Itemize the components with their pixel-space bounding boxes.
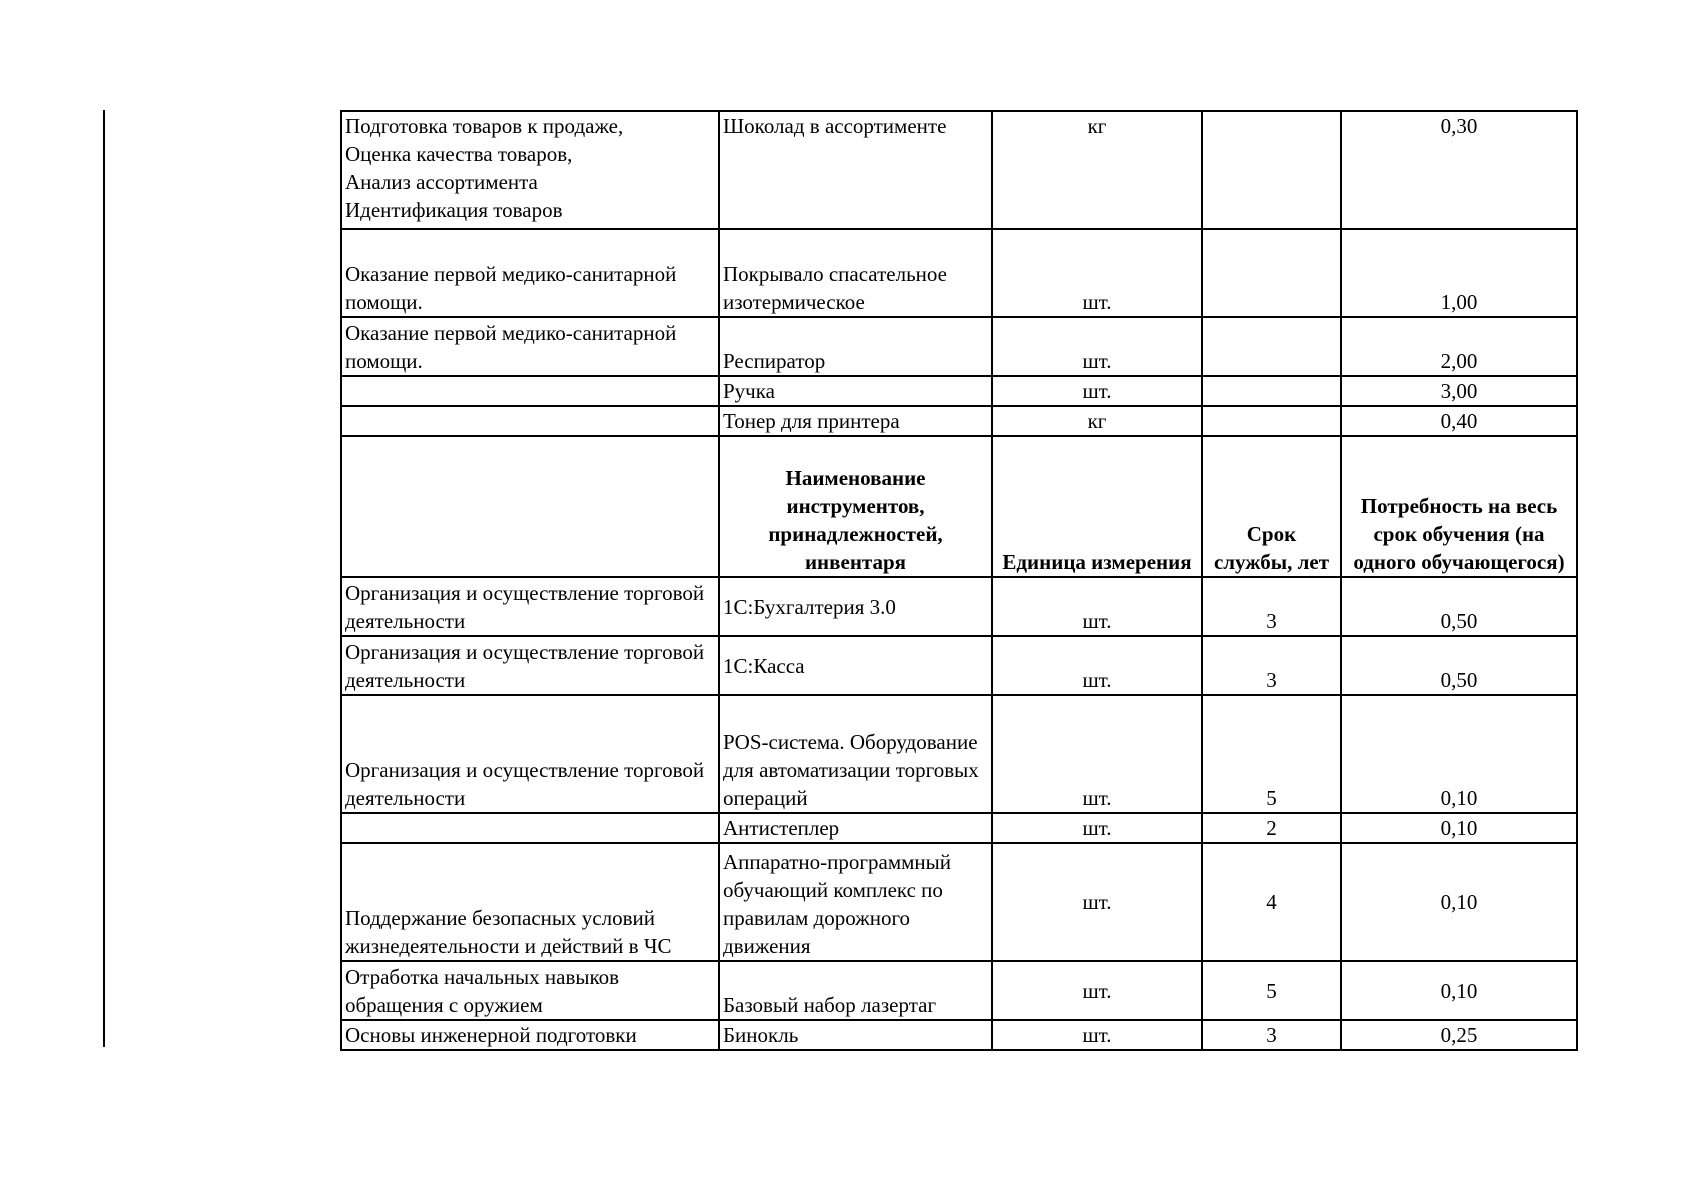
activity-cell: Организация и осуществление торговой деятельности bbox=[341, 695, 719, 813]
activity-cell: Подготовка товаров к продаже, Оценка качества товаров, Анализ ассортимента Идентификация товаров bbox=[341, 111, 719, 229]
item-cell: Антистеплер bbox=[719, 813, 992, 843]
life-cell: 3 bbox=[1202, 636, 1341, 695]
page-margin-line bbox=[103, 110, 105, 1047]
life-header: Срок службы, лет bbox=[1202, 436, 1341, 577]
unit-cell: кг bbox=[992, 406, 1202, 436]
unit-cell: шт. bbox=[992, 577, 1202, 636]
table-row bbox=[341, 813, 1577, 843]
life-cell: 2 bbox=[1202, 813, 1341, 843]
life-cell: 3 bbox=[1202, 577, 1341, 636]
table-header-row bbox=[341, 436, 1577, 577]
need-header: Потребность на весь срок обучения (на одного обучающегося) bbox=[1341, 436, 1577, 577]
activity-cell: Поддержание безопасных условий жизнедеятельности и действий в ЧС bbox=[341, 843, 719, 961]
activity-cell: Оказание первой медико-санитарной помощи. bbox=[341, 229, 719, 317]
item-cell: Базовый набор лазертаг bbox=[719, 961, 992, 1020]
item-cell: Тонер для принтера bbox=[719, 406, 992, 436]
life-cell bbox=[1202, 406, 1341, 436]
need-cell: 0,25 bbox=[1341, 1020, 1577, 1050]
activity-cell: Организация и осуществление торговой деятельности bbox=[341, 577, 719, 636]
need-cell: 0,10 bbox=[1341, 843, 1577, 961]
table-row bbox=[341, 636, 1577, 695]
activity-cell bbox=[341, 813, 719, 843]
item-cell: Шоколад в ассортименте bbox=[719, 111, 992, 229]
unit-header: Единица измерения bbox=[992, 436, 1202, 577]
item-cell: 1С:Бухгалтерия 3.0 bbox=[719, 577, 992, 636]
life-cell bbox=[1202, 111, 1341, 229]
activity-cell: Оказание первой медико-санитарной помощи. bbox=[341, 317, 719, 376]
item-cell: Бинокль bbox=[719, 1020, 992, 1050]
life-cell bbox=[1202, 317, 1341, 376]
activity-cell: Основы инженерной подготовки bbox=[341, 1020, 719, 1050]
equipment-table bbox=[340, 110, 1578, 1051]
unit-cell: шт. bbox=[992, 961, 1202, 1020]
item-cell: Покрывало спасательное изотермическое bbox=[719, 229, 992, 317]
table-row bbox=[341, 229, 1577, 317]
need-cell: 0,50 bbox=[1341, 577, 1577, 636]
need-cell: 0,40 bbox=[1341, 406, 1577, 436]
need-cell: 0,30 bbox=[1341, 111, 1577, 229]
life-cell: 3 bbox=[1202, 1020, 1341, 1050]
need-cell: 0,10 bbox=[1341, 961, 1577, 1020]
need-cell: 0,50 bbox=[1341, 636, 1577, 695]
item-cell: 1С:Касса bbox=[719, 636, 992, 695]
unit-cell: шт. bbox=[992, 317, 1202, 376]
need-cell: 0,10 bbox=[1341, 813, 1577, 843]
need-cell: 3,00 bbox=[1341, 376, 1577, 406]
table-row bbox=[341, 406, 1577, 436]
activity-cell bbox=[341, 376, 719, 406]
unit-cell: кг bbox=[992, 111, 1202, 229]
life-cell bbox=[1202, 229, 1341, 317]
unit-cell: шт. bbox=[992, 695, 1202, 813]
table-row bbox=[341, 317, 1577, 376]
activity-cell: Отработка начальных навыков обращения с оружием bbox=[341, 961, 719, 1020]
life-cell bbox=[1202, 376, 1341, 406]
table-row bbox=[341, 1020, 1577, 1050]
item-cell: Ручка bbox=[719, 376, 992, 406]
activity-cell bbox=[341, 406, 719, 436]
table-row bbox=[341, 961, 1577, 1020]
activity-header-cell bbox=[341, 436, 719, 577]
unit-cell: шт. bbox=[992, 636, 1202, 695]
unit-cell: шт. bbox=[992, 229, 1202, 317]
life-cell: 5 bbox=[1202, 695, 1341, 813]
table-row bbox=[341, 577, 1577, 636]
need-cell: 1,00 bbox=[1341, 229, 1577, 317]
item-header: Наименование инструментов, принадлежностей, инвентаря bbox=[719, 436, 992, 577]
table-row bbox=[341, 843, 1577, 961]
item-cell: Респиратор bbox=[719, 317, 992, 376]
table-row bbox=[341, 111, 1577, 229]
life-cell: 5 bbox=[1202, 961, 1341, 1020]
activity-cell: Организация и осуществление торговой деятельности bbox=[341, 636, 719, 695]
unit-cell: шт. bbox=[992, 813, 1202, 843]
item-cell: Аппаратно-программный обучающий комплекс по правилам дорожного движения bbox=[719, 843, 992, 961]
table-row bbox=[341, 376, 1577, 406]
unit-cell: шт. bbox=[992, 843, 1202, 961]
item-cell: POS-система. Оборудование для автоматизации торговых операций bbox=[719, 695, 992, 813]
need-cell: 2,00 bbox=[1341, 317, 1577, 376]
unit-cell: шт. bbox=[992, 376, 1202, 406]
life-cell: 4 bbox=[1202, 843, 1341, 961]
unit-cell: шт. bbox=[992, 1020, 1202, 1050]
need-cell: 0,10 bbox=[1341, 695, 1577, 813]
table-row bbox=[341, 695, 1577, 813]
